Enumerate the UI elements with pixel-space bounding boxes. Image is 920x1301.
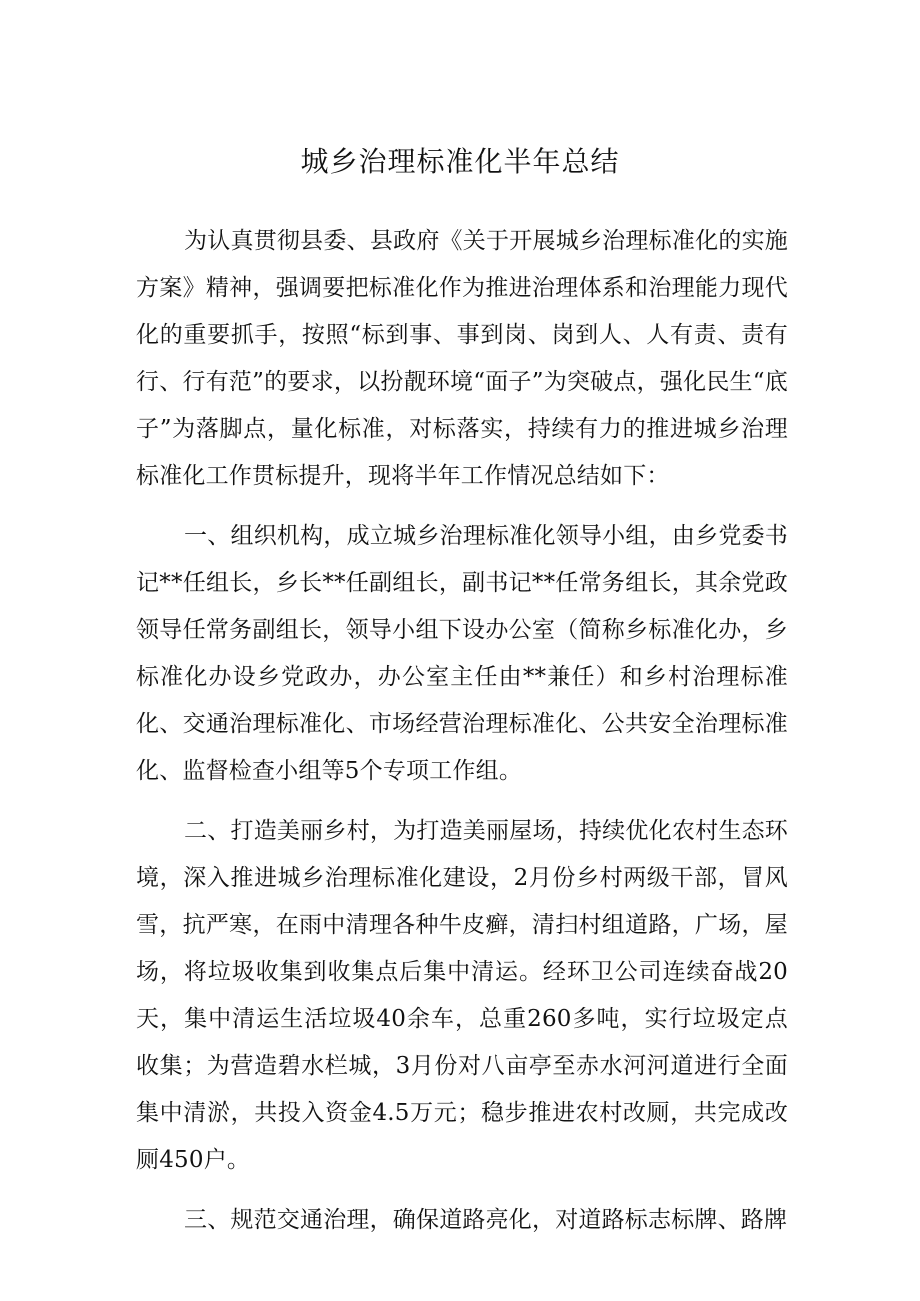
document-title: 城乡治理标准化半年总结 bbox=[300, 145, 620, 178]
paragraph-traffic: 三、规范交通治理，确保道路亮化，对道路标志标牌、路牌 bbox=[184, 1207, 788, 1233]
paragraph-beautiful-village: 二、打造美丽乡村，为打造美丽屋场，持续优化农村生态环境，深入推进城乡治理标准化建设，2月份乡村两级干部，冒风雪，抗严寒，在雨中清理各种牛皮癣，清扫村组道路，广场，屋场，将垃圾收集到收集点后集中清运。经环卫公司连续奋战20天，集中清运生活垃圾40余车，总重260多吨，实行垃圾定点收集；为营造碧水栏城，3月份对八亩亭至赤水河河道进行全面集中清淤，共投入资金4.5万元；稳步推进农村改厕，共完成改厕450户。 bbox=[136, 818, 788, 1173]
document-body bbox=[136, 218, 788, 1257]
paragraph-organization: 一、组织机构，成立城乡治理标准化领导小组，由乡党委书记**任组长，乡长**任副组长，副书记**任常务组长，其余党政领导任常务副组长，领导小组下设办公室（简称乡标准化办，乡标准化办设乡党政办，办公室主任由**兼任）和乡村治理标准化、交通治理标准化、市场经营治理标准化、公共安全治理标准化、监督检查小组等5个专项工作组。 bbox=[136, 523, 788, 784]
paragraph-intro: 为认真贯彻县委、县政府《关于开展城乡治理标准化的实施方案》精神，强调要把标准化作为推进治理体系和治理能力现代化的重要抓手，按照“标到事、事到岗、岗到人、人有责、责有行、行有范”的要求，以扮靓环境“面子”为突破点，强化民生“底子”为落脚点，量化标准，对标落实，持续有力的推进城乡治理标准化工作贯标提升，现将半年工作情况总结如下： bbox=[136, 228, 788, 489]
